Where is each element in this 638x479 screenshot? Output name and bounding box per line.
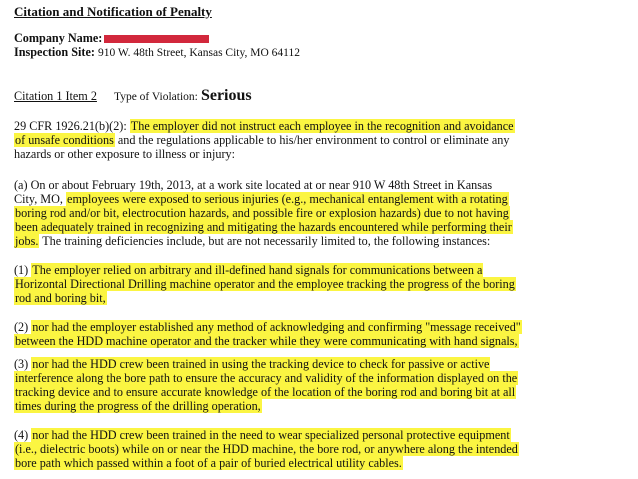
- redacted-company-name: [104, 35, 209, 43]
- inspection-site-row: [14, 45, 300, 60]
- item2-highlight-b: between the HDD machine operator and the tracker while they were communicating with hand signals,: [15, 334, 518, 348]
- item3-highlight-d: times during the progress of the drilling operation,: [15, 399, 261, 413]
- para2-highlight-a: employees were exposed to serious injuries (e.g., mechanical entanglement with a rotating: [67, 192, 508, 206]
- item3-highlight-b: interference along the bore path to ensure the accuracy and validity of the information displayed on the: [15, 371, 518, 385]
- para1-line2: [14, 133, 509, 147]
- para2-highlight-d: jobs.: [15, 234, 39, 248]
- para2-line4: [14, 220, 513, 234]
- item4-highlight-b: (i.e., dielectric boots) while on or near the HDD machine, the bore rod, or anywhere along the intended: [15, 442, 518, 456]
- item3-highlight-c: tracking device and to ensure accurate knowledge of the location of the boring rod and boring bit at all: [15, 385, 516, 399]
- para2-highlight-c: been adequately trained in recognizing and mitigating the hazards encountered while performing their: [15, 220, 512, 234]
- item2-highlight-a: nor had the employer established any method of acknowledging and confirming "message received": [32, 320, 521, 334]
- item1-highlight-a: The employer relied on arbitrary and ill-defined hand signals for communications between a: [32, 263, 483, 277]
- violation-type-label: Type of Violation:: [113, 91, 198, 103]
- inspection-site-label: Inspection Site:: [14, 45, 95, 59]
- para2-line3: [14, 206, 510, 220]
- company-name-row: [14, 31, 209, 45]
- company-name-label: Company Name:: [14, 31, 103, 45]
- item4-highlight-c: bore path which passed within a foot of a pair of buried electrical utility cables.: [15, 456, 402, 470]
- item2-number: (2): [14, 320, 32, 334]
- cfr-reference: 29 CFR 1926.21(b)(2):: [14, 119, 130, 133]
- document-title: Citation and Notification of Penalty: [14, 4, 212, 19]
- para1-text: and the regulations applicable to his/her environment to control or eliminate any: [114, 133, 510, 147]
- para2-location: City, MO,: [14, 192, 67, 206]
- item1-highlight-b: Horizontal Directional Drilling machine operator and the employee tracking the progress of the boring: [15, 277, 515, 291]
- item2-line2: [14, 334, 519, 348]
- item3-line3: [14, 385, 516, 399]
- para2-highlight-b: boring rod and/or bit, electrocution hazards, and possible fire or explosion hazards) due to not having: [15, 206, 509, 220]
- para1-line1: [14, 119, 515, 133]
- violation-type-value: Serious: [200, 87, 252, 104]
- item1-highlight-c: rod and boring bit,: [15, 291, 106, 305]
- item3-highlight-a: nor had the HDD crew been trained in using the tracking device to check for passive or active: [32, 357, 490, 371]
- para2-line5: [14, 234, 490, 248]
- item4-line1: [14, 428, 511, 442]
- item2-line1: [14, 320, 522, 334]
- item1-line2: [14, 277, 516, 291]
- item1-line1: [14, 263, 483, 277]
- item4-number: (4): [14, 428, 32, 442]
- para1-line3: hazards or other exposure to illness or injury:: [14, 147, 236, 161]
- item1-line3: [14, 291, 107, 305]
- item4-line3: [14, 456, 403, 470]
- para1-highlight-a: The employer did not instruct each employee in the recognition and avoidance: [130, 119, 514, 133]
- para2-line2: [14, 192, 509, 206]
- para1-highlight-b: of unsafe conditions: [15, 133, 114, 147]
- item3-number: (3): [14, 357, 32, 371]
- item3-line4: [14, 399, 262, 413]
- inspection-site-value: 910 W. 48th Street, Kansas City, MO 64112: [97, 47, 300, 59]
- item3-line1: [14, 357, 490, 371]
- para2-text: The training deficiencies include, but are not necessarily limited to, the following instances:: [39, 234, 491, 248]
- item4-highlight-a: nor had the HDD crew been trained in the need to wear specialized personal protective equipment: [32, 428, 510, 442]
- item3-line2: [14, 371, 518, 385]
- item4-line2: [14, 442, 519, 456]
- citation-label: Citation 1 Item 2: [14, 89, 97, 103]
- citation-row: [14, 89, 252, 104]
- para2-line1: (a) On or about February 19th, 2013, at a work site located at or near 910 W 48th Street in Kansas: [14, 178, 493, 192]
- item1-number: (1): [14, 263, 32, 277]
